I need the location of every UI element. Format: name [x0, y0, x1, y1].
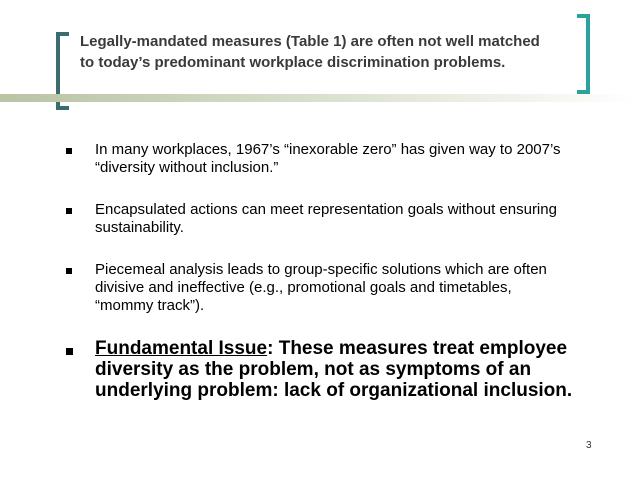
slide-title: Legally-mandated measures (Table 1) are often not well matched to today’s predominant workplace discrimination problems.: [80, 33, 540, 71]
right-bracket-decoration: [577, 14, 590, 94]
page-number: 3: [586, 440, 592, 451]
bullet-marker: [66, 348, 73, 355]
key-point-text: [95, 338, 575, 401]
bullet-text: Piecemeal analysis leads to group-specific solutions which are often divisive and ineffective (e.g., promotional goals and timetables, “mommy track”).: [95, 261, 547, 314]
key-point-body: : These measures treat employee diversity as the problem, not as symptoms of an underlying problem: lack of organizational inclusion.: [95, 338, 573, 401]
bullet-marker: [66, 148, 72, 154]
title-underline-band: [0, 94, 638, 102]
bullet-text: In many workplaces, 1967’s “inexorable zero” has given way to 2007’s “diversity without inclusion.”: [95, 141, 561, 176]
bullet-marker: [66, 208, 72, 214]
bullet-marker: [66, 268, 72, 274]
bullet-text: Encapsulated actions can meet representation goals without ensuring sustainability.: [95, 201, 557, 236]
key-point-term: Fundamental Issue: [95, 338, 268, 359]
